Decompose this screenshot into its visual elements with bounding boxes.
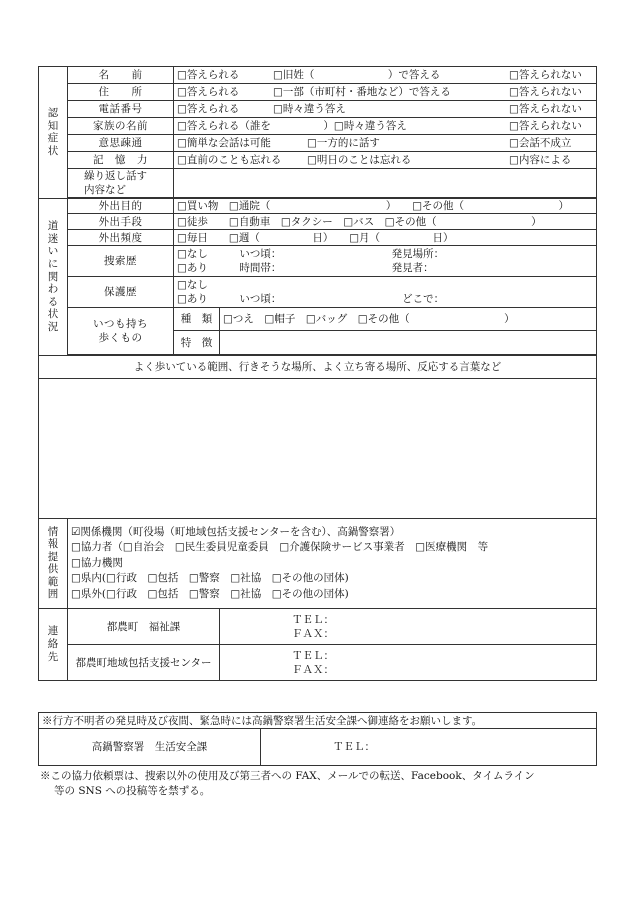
field-range[interactable] [39, 379, 597, 519]
label-family: 家族の名前 [68, 118, 174, 135]
contact-name: 都農町 福祉課 [68, 609, 220, 645]
label-frequency: 外出頻度 [68, 230, 174, 246]
label-protect: 保護歴 [68, 277, 174, 308]
options-protect[interactable]: □なし □あり いつ頃： どこで： [174, 277, 597, 308]
range-header: よく歩いている範囲、行きそうな場所、よく立ち寄る場所、反応する言葉など [39, 356, 597, 379]
row-phone [39, 101, 597, 118]
options-memory[interactable]: □直前のことも忘れる □明日のことは忘れる □内容による [174, 152, 597, 169]
options-frequency[interactable]: □毎日 □週（ 日） □月（ 日） [174, 230, 597, 246]
row-protect [39, 277, 597, 308]
section-contact: 連絡先 [39, 609, 68, 681]
main-form-table [38, 66, 597, 681]
row-memory [39, 152, 597, 169]
row-info [39, 519, 597, 609]
row-frequency [39, 230, 597, 246]
row-family [39, 118, 597, 135]
contact-name: 都農町地域包括支援センター [68, 645, 220, 681]
label-memory: 記 憶 力 [68, 152, 174, 169]
label-address: 住 所 [68, 84, 174, 101]
options-kind[interactable]: □つえ □帽子 □バッグ □その他（ ） [220, 308, 597, 331]
info-line: □県外(□行政 □包括 □警察 □社協 □その他の団体) [71, 587, 349, 600]
options-means[interactable]: □徒歩 □自動車 □タクシー □バス □その他（ ） [174, 214, 597, 230]
row-communication [39, 135, 597, 152]
section-info: 情報提供範囲 [39, 519, 68, 609]
row-range-field [39, 379, 597, 519]
field-repeat[interactable] [174, 169, 597, 198]
section-wandering: 道迷いに関わる状況 [39, 199, 68, 356]
row-address [39, 84, 597, 101]
row-contact-1 [39, 609, 597, 645]
row-repeat [39, 169, 597, 198]
options-name[interactable]: □答えられる □旧姓（ ）で答える □答えられない [174, 67, 597, 84]
info-line: □協力者（□自治会 □民生委員児童委員 □介護保険サービス事業者 □医療機関 等 [71, 541, 489, 554]
row-name [39, 67, 597, 84]
contact-phone: ＴＥＬ： ＦＡＸ： [220, 609, 597, 645]
row-means [39, 214, 597, 230]
label-name: 名 前 [68, 67, 174, 84]
options-family[interactable]: □答えられる（誰を ）□時々違う答え □答えられない [174, 118, 597, 135]
contact-phone: ＴＥＬ： ＦＡＸ： [220, 645, 597, 681]
label-repeat: 繰り返し話す 内容など [68, 169, 174, 198]
row-police-note [39, 713, 597, 729]
row-kind [39, 308, 597, 331]
options-search[interactable]: □なし いつ頃： 発見場所： □あり 時間帯： 発見者： [174, 246, 597, 277]
row-police [39, 729, 597, 766]
label-means: 外出手段 [68, 214, 174, 230]
label-purpose: 外出目的 [68, 199, 174, 214]
field-feature[interactable] [220, 331, 597, 355]
info-options[interactable] [68, 519, 597, 609]
label-phone: 電話番号 [68, 101, 174, 118]
options-address[interactable]: □答えられる □一部（市町村・番地など）で答える □答えられない [174, 84, 597, 101]
info-line: □協力機関 [71, 556, 123, 569]
row-contact-2 [39, 645, 597, 681]
row-range-header [39, 356, 597, 379]
options-purpose[interactable]: □買い物 □通院（ ） □その他（ ） [174, 199, 597, 214]
label-belongings: いつも持ち 歩くもの [68, 308, 174, 355]
label-feature: 特 徴 [174, 331, 220, 355]
police-name: 高鍋警察署 生活安全課 [39, 729, 261, 766]
label-search: 捜索歴 [68, 246, 174, 277]
section-cognition: 認知症状 [39, 67, 68, 199]
police-note: ※行方不明者の発見時及び夜間、緊急時には高鍋警察署生活安全課へ御連絡をお願いします。 [39, 713, 597, 729]
info-line: □県内(□行政 □包括 □警察 □社協 □その他の団体) [71, 572, 349, 585]
info-line: ☑関係機関（町役場（町地域包括支援センターを含む）、高鍋警察署） [71, 525, 401, 538]
options-phone[interactable]: □答えられる □時々違う答え □答えられない [174, 101, 597, 118]
options-communication[interactable]: □簡単な会話は可能 □一方的に話す □会話不成立 [174, 135, 597, 152]
row-purpose [39, 199, 597, 214]
police-tel: ＴＥＬ： [261, 729, 597, 766]
row-search [39, 246, 597, 277]
footer-note: ※この協力依頼票は、捜索以外の使用及び第三者への FAX、メールでの転送、Facebook、タイムライン 等の SNS への投稿等を禁ずる。 [40, 770, 535, 797]
label-communication: 意思疎通 [68, 135, 174, 152]
label-kind: 種 類 [174, 308, 220, 331]
police-table [38, 712, 597, 766]
